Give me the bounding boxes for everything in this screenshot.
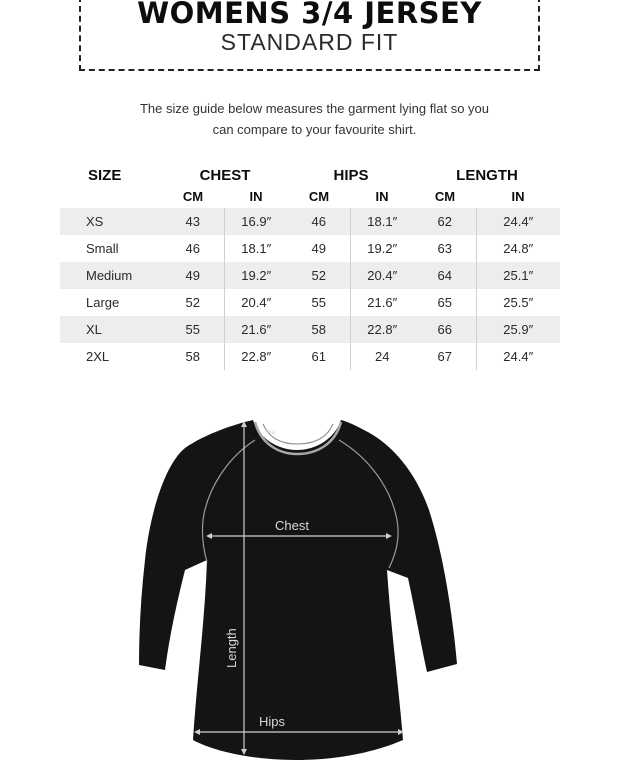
chest-in-cell: 21.6″ (224, 316, 288, 343)
size-cell: XL (60, 316, 162, 343)
size-column-header: SIZE (88, 167, 122, 184)
title-box (79, 0, 540, 71)
chest-label: Chest (275, 518, 309, 533)
chest-cm-cell: 55 (162, 316, 224, 343)
length-cm-cell: 66 (414, 316, 476, 343)
table-row (60, 208, 560, 235)
chest-in-cell: 18.1″ (224, 235, 288, 262)
hips-in-cell: 18.1″ (350, 208, 414, 235)
length-in-cell: 25.1″ (476, 262, 560, 289)
hips-cm-cell: 58 (288, 316, 350, 343)
chest-in-header: IN (249, 188, 263, 204)
hips-in-cell: 20.4″ (350, 262, 414, 289)
chest-in-cell: 22.8″ (224, 343, 288, 370)
hips-cm-header: CM (308, 188, 330, 204)
length-in-cell: 24.4″ (476, 208, 560, 235)
length-in-cell: 24.8″ (476, 235, 560, 262)
hips-cm-cell: 52 (288, 262, 350, 289)
length-cm-cell: 65 (437, 295, 452, 310)
fit-subtitle: STANDARD FIT (220, 29, 399, 55)
jersey-diagram (135, 410, 465, 768)
chest-group-header: CHEST (199, 167, 251, 184)
intro-line-2: can compare to your favourite shirt. (212, 122, 417, 137)
table-row (60, 262, 560, 289)
empty-header-cell (60, 184, 162, 208)
intro-line-1: The size guide below measures the garment lying flat so you (139, 101, 490, 116)
length-in-cell: 25.9″ (476, 316, 560, 343)
hips-in-header: IN (375, 188, 389, 204)
length-cm-cell: 64 (414, 262, 476, 289)
size-cell: Medium (60, 262, 162, 289)
chest-cm-cell: 43 (162, 208, 224, 235)
hips-label: Hips (259, 714, 286, 729)
size-cell: XS (60, 208, 162, 235)
length-cm-cell: 67 (437, 349, 452, 364)
hips-cm-cell: 49 (311, 241, 326, 256)
hips-cm-cell: 61 (311, 349, 326, 364)
table-row (60, 343, 560, 370)
length-label: Length (224, 628, 239, 668)
length-cm-cell: 63 (437, 241, 452, 256)
hips-cm-cell: 46 (288, 208, 350, 235)
chest-cm-cell: 52 (185, 295, 200, 310)
chest-cm-cell: 49 (162, 262, 224, 289)
hips-in-cell: 19.2″ (350, 235, 414, 262)
table-row (60, 316, 560, 343)
size-cell: 2XL (86, 349, 110, 364)
hips-in-cell: 21.6″ (350, 289, 414, 316)
chest-in-cell: 20.4″ (224, 289, 288, 316)
chest-cm-cell: 46 (185, 241, 200, 256)
length-group-header: LENGTH (456, 167, 518, 184)
table-row (60, 289, 560, 316)
length-in-header: IN (511, 188, 525, 204)
chest-in-cell: 16.9″ (224, 208, 288, 235)
size-table (60, 160, 560, 370)
length-cm-header: CM (434, 188, 456, 204)
chest-cm-cell: 58 (185, 349, 200, 364)
hips-in-cell: 24 (350, 343, 414, 370)
chest-in-cell: 19.2″ (224, 262, 288, 289)
jersey-silhouette (139, 420, 457, 760)
page-title: WOMENS 3/4 JERSEY (137, 0, 482, 30)
length-in-cell: 24.4″ (476, 343, 560, 370)
hips-in-cell: 22.8″ (350, 316, 414, 343)
hips-cm-cell: 55 (311, 295, 326, 310)
length-cm-cell: 62 (414, 208, 476, 235)
table-row (60, 235, 560, 262)
size-cell: Small (86, 241, 119, 256)
hips-group-header: HIPS (333, 167, 369, 184)
collar-tape-text: DHB (266, 428, 277, 436)
intro-text (60, 98, 569, 140)
length-in-cell: 25.5″ (476, 289, 560, 316)
size-cell: Large (86, 295, 120, 310)
jersey-svg (135, 410, 465, 768)
chest-cm-header: CM (182, 188, 204, 204)
